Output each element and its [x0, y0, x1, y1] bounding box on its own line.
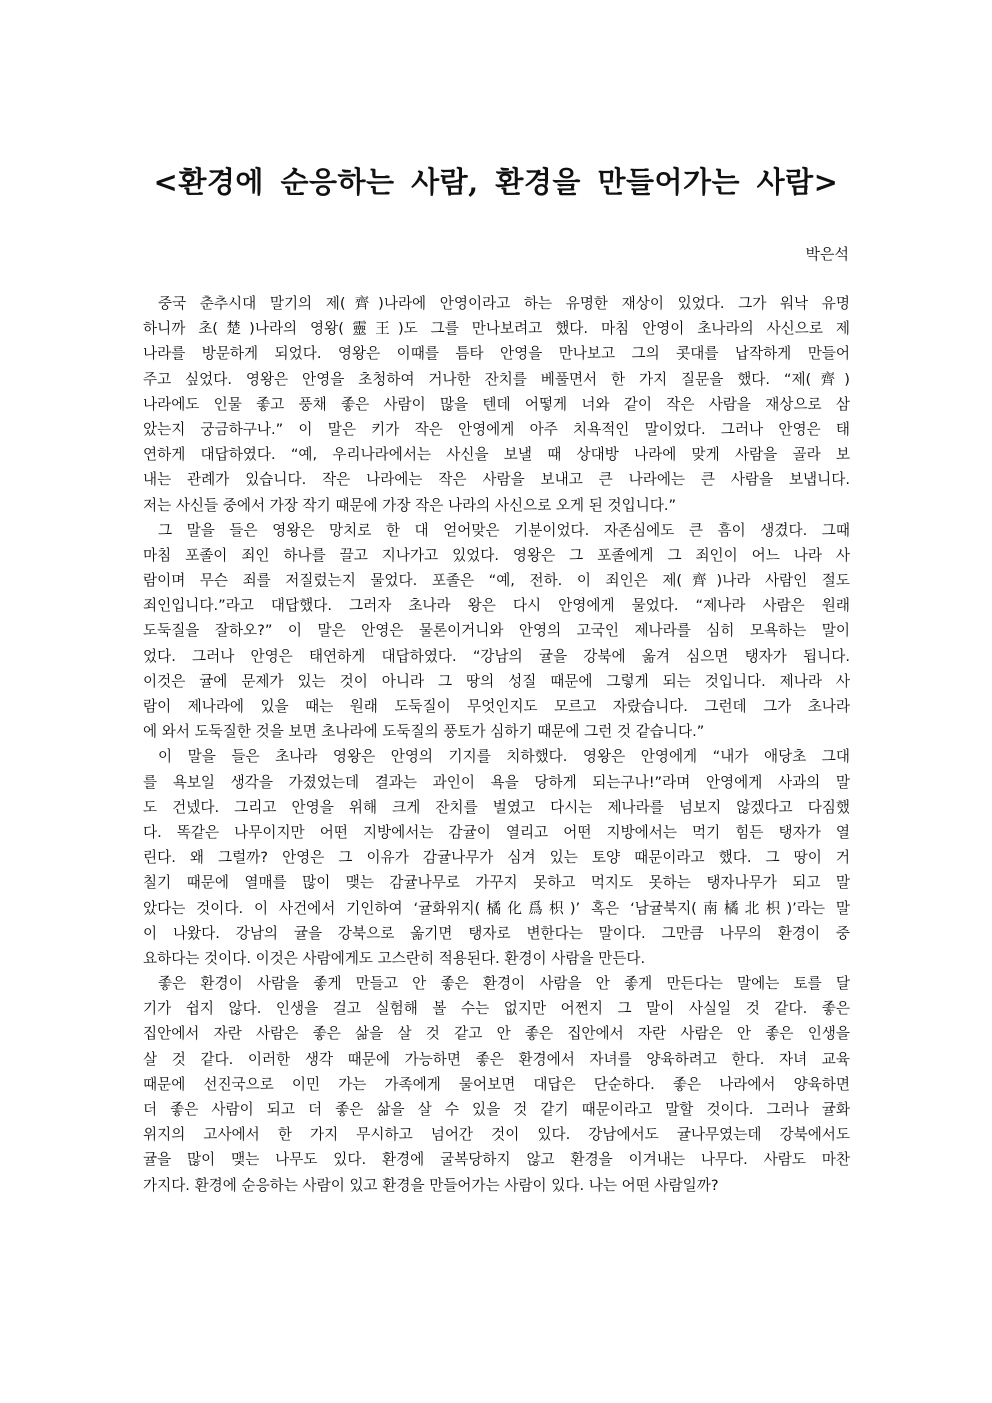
text-line: 살 것 같다. 이러한 생각 때문에 가능하면 좋은 환경에서 자녀를 양육하려고 한다. 자녀 교육 — [143, 1050, 850, 1068]
text-line: 가지다. 환경에 순응하는 사람이 있고 환경을 만들어가는 사람이 있다. 나는 어떤 사람일까? — [143, 1176, 719, 1194]
text-line: 주고 싶었다. 영왕은 안영을 초청하여 거나한 잔치를 베풀면서 한 가지 질문을 했다. “제(齊) — [143, 370, 850, 388]
paragraph — [143, 291, 850, 518]
text-line: 위지의 고사에서 한 가지 무시하고 넘어간 것이 있다. 강남에서도 귤나무였는데 강북에서도 — [143, 1126, 850, 1144]
text-line: 았다는 것이다. 이 사건에서 기인하여 ‘귤화위지(橘化爲枳)’ 혹은 ‘남귤북지(南橘北枳)’라는 말 — [143, 899, 850, 917]
text-line: 다. 똑같은 나무이지만 어떤 지방에서는 감귤이 열리고 어떤 지방에서는 먹기 힘든 탱자가 열 — [143, 823, 850, 841]
text-line: 저는 사신들 중에서 가장 작기 때문에 가장 작은 나라의 사신으로 오게 된 것입니다.” — [143, 496, 677, 514]
text-line: 았는지 궁금하구나.” 이 말은 키가 작은 안영에게 아주 치욕적인 말이었다. 그러나 안영은 태 — [143, 420, 850, 438]
text-line: 죄인입니다.”라고 대답했다. 그러자 초나라 왕은 다시 안영에게 물었다. “제나라 사람은 원래 — [143, 597, 850, 615]
text-line: 연하게 대답하였다. “예, 우리나라에서는 사신을 보낼 때 상대방 나라에 맞게 사람을 골라 보 — [143, 446, 850, 464]
document-title: <환경에 순응하는 사람, 환경을 만들어가는 사람> — [153, 165, 839, 199]
text-line: 마침 포졸이 죄인 하나를 끌고 지나가고 있었다. 영왕은 그 포졸에게 그 죄인이 어느 나라 사 — [143, 546, 850, 564]
text-line: 를 욕보일 생각을 가졌었는데 결과는 과인이 욕을 당하게 되는구나!”라며 안영에게 사과의 말 — [143, 773, 850, 791]
text-line: 나라를 방문하게 되었다. 영왕은 이때를 틈타 안영을 만나보고 그의 콧대를 납작하게 만들어 — [143, 345, 850, 363]
author-name: 박은석 — [805, 245, 849, 263]
paragraph — [143, 744, 850, 971]
text-line: 좋은 환경이 사람을 좋게 만들고 안 좋은 환경이 사람을 안 좋게 만든다는 말에는 토를 달 — [158, 975, 850, 993]
text-line: 람이며 무슨 죄를 저질렀는지 물었다. 포졸은 “예, 전하. 이 죄인은 제(齊)나라 사람인 절도 — [143, 572, 850, 590]
text-line: 요하다는 것이다. 이것은 사람에게도 고스란히 적용된다. 환경이 사람을 만든다. — [143, 949, 646, 967]
text-line: 더 좋은 사람이 되고 더 좋은 삶을 살 수 있을 것 같기 때문이라고 말할 것이다. 그러나 귤화 — [143, 1101, 850, 1118]
text-line: 나라에도 인물 좋고 풍채 좋은 사람이 많을 텐데 어떻게 너와 같이 작은 사람을 재상으로 삼 — [143, 395, 850, 413]
text-line: 중국 춘추시대 말기의 제(齊)나라에 안영이라고 하는 유명한 재상이 있었다. 그가 워낙 유명 — [158, 295, 850, 312]
text-line: 에 와서 도둑질한 것을 보면 초나라에 도둑질의 풍토가 심하기 때문에 그런 것 같습니다.” — [143, 723, 705, 741]
text-line: 칠기 때문에 열매를 많이 맺는 감귤나무로 가꾸지 못하고 먹지도 못하는 탱자나무가 되고 말 — [143, 874, 850, 892]
paragraph — [143, 518, 850, 745]
paragraph — [143, 971, 850, 1198]
text-line: 기가 쉽지 않다. 인생을 걸고 실험해 볼 수는 없지만 어쩐지 그 말이 사실일 것 같다. 좋은 — [143, 1000, 850, 1018]
text-line: 도둑질을 잘하오?” 이 말은 안영은 물론이거니와 안영의 고국인 제나라를 심히 모욕하는 말이 — [143, 622, 850, 640]
text-line: 이것은 귤에 문제가 있는 것이 아니라 그 땅의 성질 때문에 그렇게 되는 것입니다. 제나라 사 — [143, 672, 850, 690]
text-line: 귤을 많이 맺는 나무도 있다. 환경에 굴복당하지 않고 환경을 이겨내는 나무다. 사람도 마찬 — [143, 1151, 850, 1169]
text-line: 람이 제나라에 있을 때는 원래 도둑질이 무엇인지도 모르고 자랐습니다. 그런데 그가 초나라 — [143, 698, 850, 715]
text-line: 때문에 선진국으로 이민 가는 가족에게 물어보면 대답은 단순하다. 좋은 나라에서 양육하면 — [143, 1075, 850, 1093]
text-line: 린다. 왜 그럴까? 안영은 그 이유가 감귤나무가 심겨 있는 토양 때문이라고 했다. 그 땅이 거 — [143, 849, 850, 867]
text-line: 도 건넸다. 그리고 안영을 위해 크게 잔치를 벌였고 다시는 제나라를 넘보지 않겠다고 다짐했 — [143, 798, 850, 816]
text-line: 집안에서 자란 사람은 좋은 삶을 살 것 같고 안 좋은 집안에서 자란 사람은 안 좋은 인생을 — [143, 1025, 850, 1043]
text-line: 그 말을 들은 영왕은 망치로 한 대 얻어맞은 기분이었다. 자존심에도 큰 흠이 생겼다. 그때 — [158, 521, 850, 539]
text-line: 이 나왔다. 강남의 귤을 강북으로 옮기면 탱자로 변한다는 말이다. 그만큼 나무의 환경이 중 — [143, 924, 850, 942]
text-line: 내는 관례가 있습니다. 작은 나라에는 작은 사람을 보내고 큰 나라에는 큰 사람을 보냅니다. — [143, 471, 850, 489]
text-line: 었다. 그러나 안영은 태연하게 대답하였다. “강남의 귤을 강북에 옮겨 심으면 탱자가 됩니다. — [143, 647, 850, 665]
document-body — [143, 291, 850, 1198]
text-line: 하니까 초(楚)나라의 영왕(靈王)도 그를 만나보려고 했다. 마침 안영이 초나라의 사신으로 제 — [143, 320, 850, 338]
text-line: 이 말을 들은 초나라 영왕은 안영의 기지를 치하했다. 영왕은 안영에게 “내가 애당초 그대 — [158, 748, 850, 766]
